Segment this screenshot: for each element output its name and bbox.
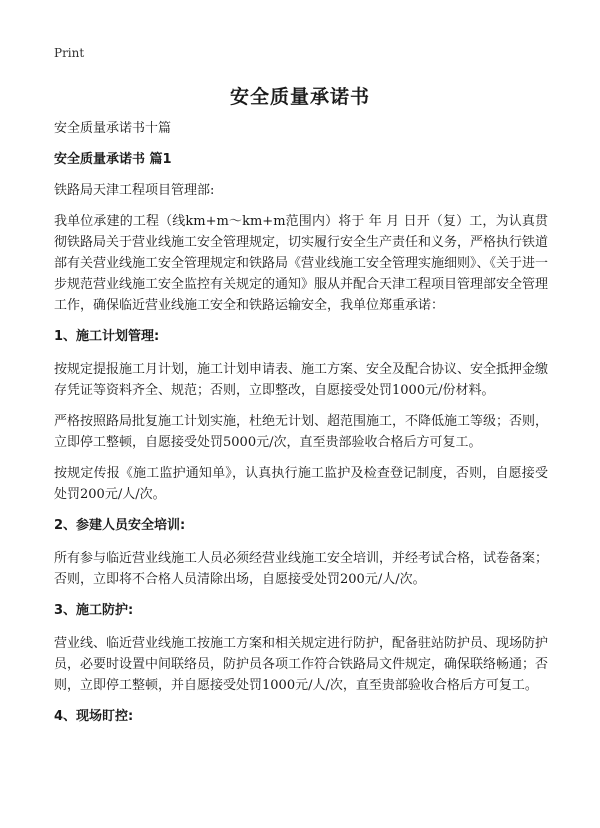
section-heading-1: 1、施工计划管理: [54, 329, 160, 344]
salutation: 铁路局天津工程项目管理部: [54, 183, 215, 198]
section-heading-4: 4、现场盯控: [54, 709, 134, 724]
document-body [54, 118, 548, 739]
section-1-paragraph-1: 按规定提报施工月计划，施工计划申请表、施工方案、安全及配合协议、安全抵押金缴存凭证等资料齐全、规范；否则，立即整改，自愿接受处罚1000元/份材料。 [54, 362, 549, 398]
section-1-paragraph-2: 严格按照路局批复施工计划实施，杜绝无计划、超范围施工，不降低施工等级；否则，立即停工整顿，自愿接受处罚5000元/次，直至贵部验收合格后方可复工。 [54, 414, 549, 450]
intro-paragraph: 我单位承建的工程（线km+m～km+m范围内）将于 年 月 日开（复）工，为认真贯彻铁路局关于营业线施工安全管理规定，切实履行安全生产责任和义务，严格执行铁道部有关营业线施工安全管理规定和铁路局《营业线施工安全管理实施细则》、《关于进一步规范营业线施工安全监控有关规定的通知》服从并配合天津工程项目管理部安全管理工作，确保临近营业线施工安全和铁路运输安全，我单位郑重承诺： [54, 214, 549, 313]
section-2-paragraph-1: 所有参与临近营业线施工人员必须经营业线施工安全培训，并经考试合格，试卷备案；否则，立即将不合格人员清除出场，自愿接受处罚200元/人/次。 [54, 551, 549, 587]
print-label: Print [54, 46, 85, 60]
document-subtitle: 安全质量承诺书十篇 [54, 121, 172, 136]
chapter-heading: 安全质量承诺书 篇1 [54, 152, 172, 167]
section-3-paragraph-1: 营业线、临近营业线施工按施工方案和相关规定进行防护，配备驻站防护员、现场防护员，必要时设置中间联络员，防护员各项工作符合铁路局文件规定，确保联络畅通；否则，立即停工整顿，并自愿接受处罚1000元/人/次，直至贵部验收合格后方可复工。 [54, 636, 549, 693]
section-heading-3: 3、施工防护: [54, 603, 134, 618]
section-1-paragraph-3: 按规定传报《施工监护通知单》，认真执行施工监护及检查登记制度，否则，自愿接受处罚200元/人/次。 [54, 466, 548, 502]
section-heading-2: 2、参建人员安全培训: [54, 518, 186, 533]
document-title: 安全质量承诺书 [229, 86, 370, 108]
